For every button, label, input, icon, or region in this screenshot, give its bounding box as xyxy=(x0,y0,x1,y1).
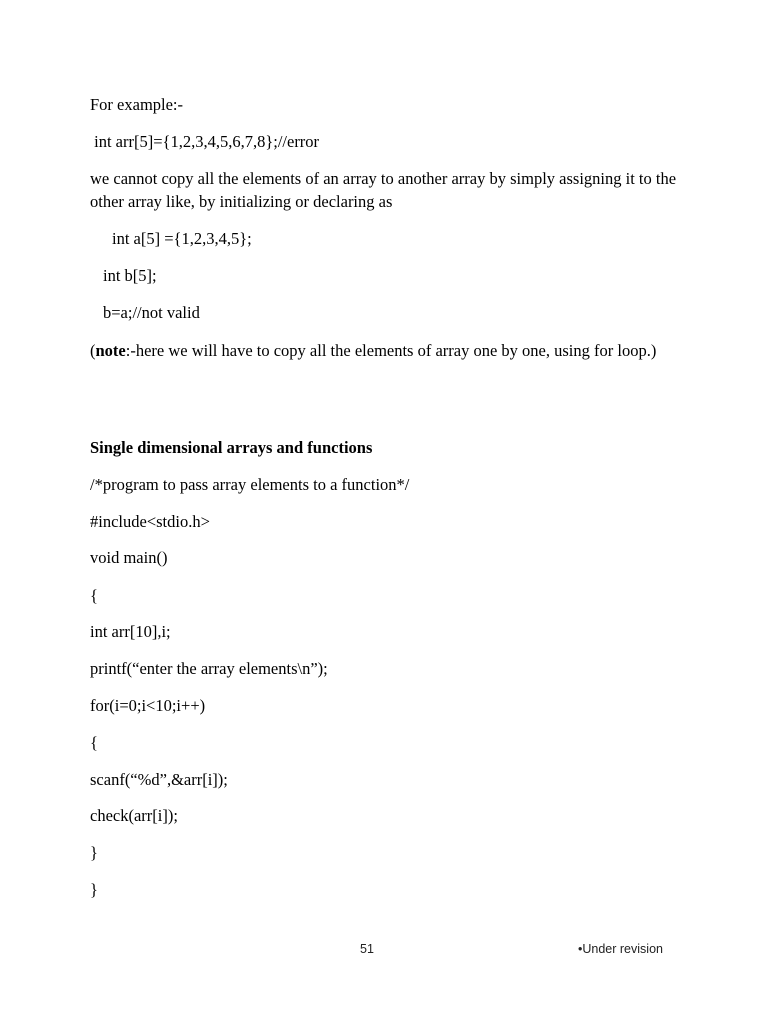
note-open-paren: ( xyxy=(90,341,96,360)
note-text: :-here we will have to copy all the elements of array one by one, using for loop.) xyxy=(125,341,657,360)
revision-note: •Under revision xyxy=(578,942,663,956)
code-line: int b[5]; xyxy=(103,266,157,285)
code-line: } xyxy=(90,880,98,899)
code-line: b=a;//not valid xyxy=(103,303,200,322)
code-line: for(i=0;i<10;i++) xyxy=(90,696,206,715)
code-line: void main() xyxy=(90,548,168,567)
code-line: { xyxy=(90,586,98,605)
code-line: printf(“enter the array elements\n”); xyxy=(90,659,328,678)
section-heading: Single dimensional arrays and functions xyxy=(90,438,373,457)
code-line: #include<stdio.h> xyxy=(90,512,210,531)
code-comment-line: /*program to pass array elements to a function*/ xyxy=(90,475,410,494)
code-line: scanf(“%d”,&arr[i]); xyxy=(90,770,228,789)
error-code-line: int arr[5]={1,2,3,4,5,6,7,8};//error xyxy=(90,132,320,151)
intro-label: For example:- xyxy=(90,95,184,114)
code-line: } xyxy=(90,843,98,862)
explanation-paragraph: we cannot copy all the elements of an array to another array by simply assigning it to the other array like, by initializing or declaring as xyxy=(90,169,677,211)
code-line: check(arr[i]); xyxy=(90,806,178,825)
code-line: int arr[10],i; xyxy=(90,622,171,641)
note-paragraph xyxy=(90,339,680,362)
code-line: int a[5] ={1,2,3,4,5}; xyxy=(112,229,252,248)
page-number: 51 xyxy=(360,942,374,956)
code-line: { xyxy=(90,733,98,752)
note-keyword: note xyxy=(95,341,126,360)
